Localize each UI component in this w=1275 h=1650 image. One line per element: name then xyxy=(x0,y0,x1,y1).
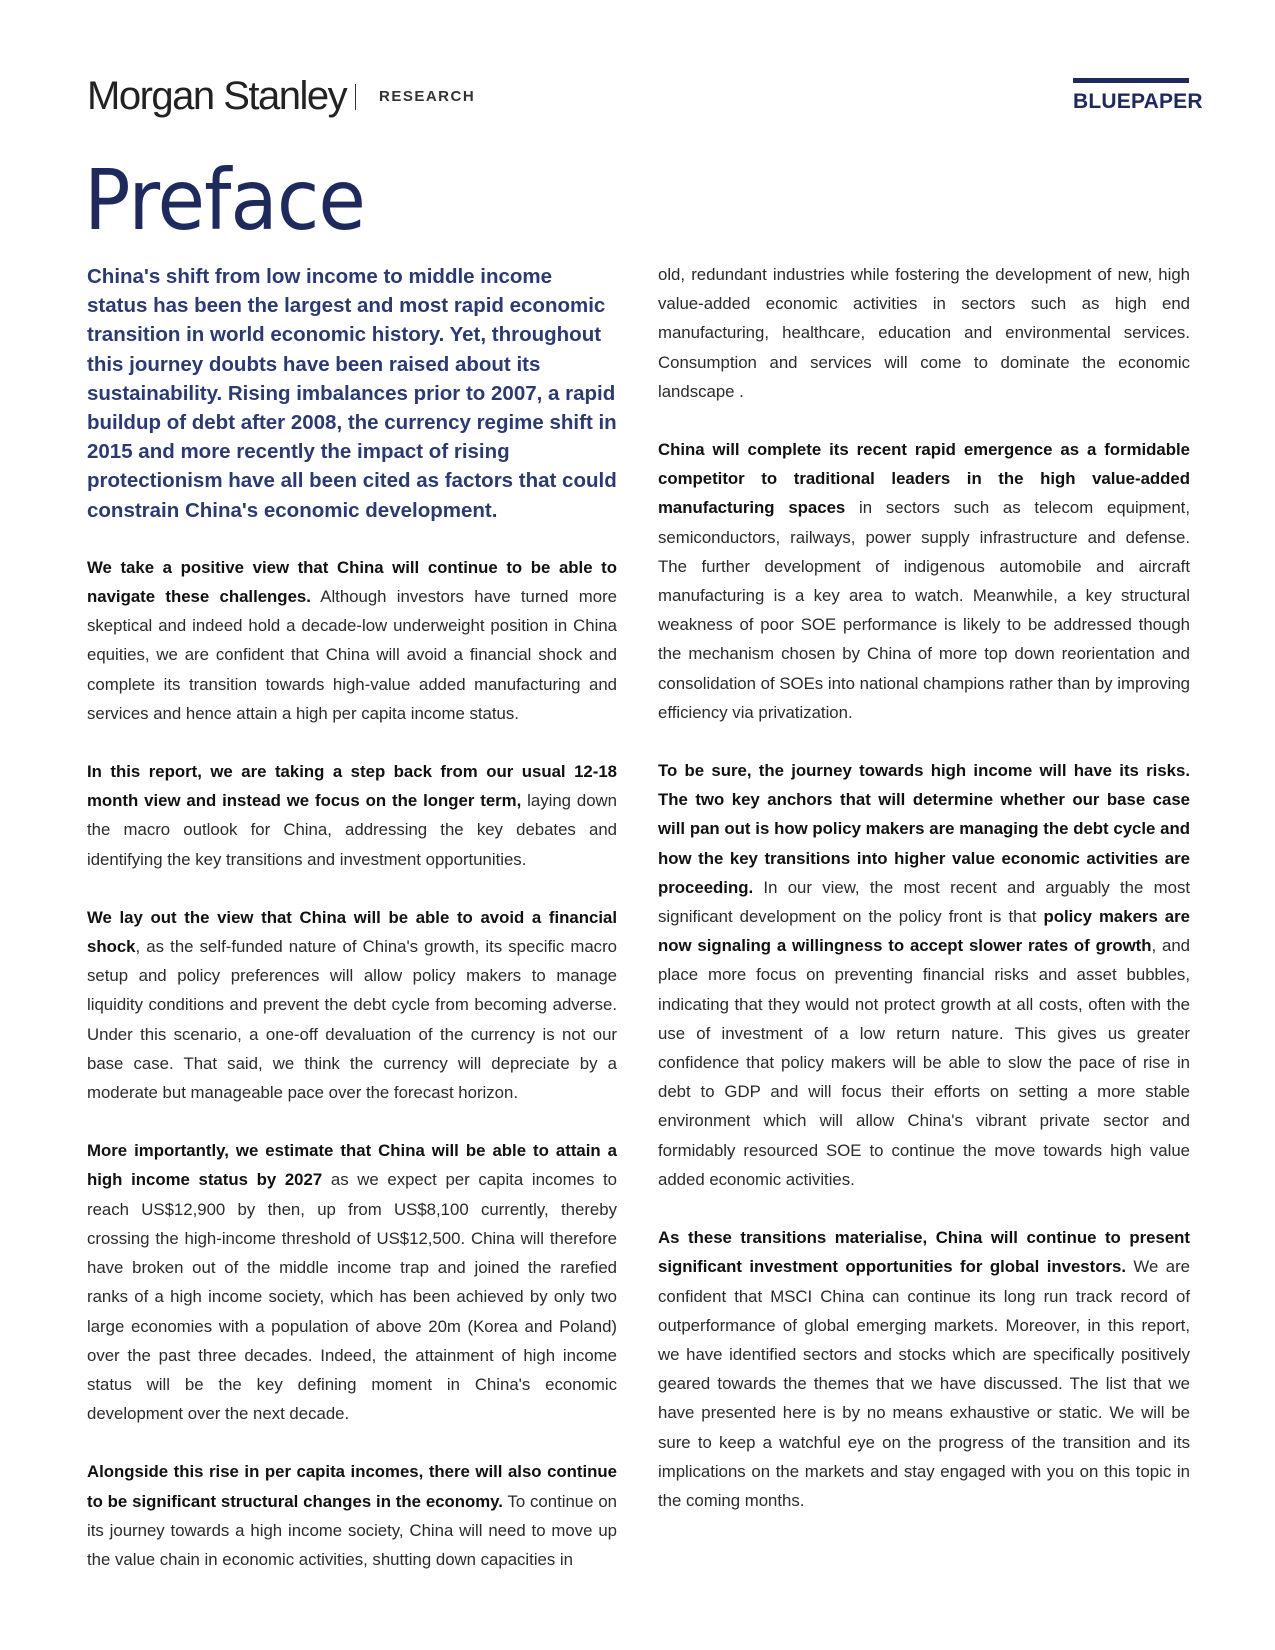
right-column xyxy=(658,262,1190,1544)
paragraph-text: , and place more focus on preventing financial risks and asset bubbles, indicating that they would not protect growth at all costs, often with the use of investment of a low return nature. This gives us greater confidence that policy makers will be able to slow the pace of rise in debt to GDP and will focus their efforts on setting a more stable environment which will allow China's vibrant private sector and formidably resourced SOE to continue the move towards high value added economic activities. xyxy=(658,936,1191,1189)
brand-logo: Morgan Stanley xyxy=(87,74,347,118)
lead-paragraph: China's shift from low income to middle income status has been the largest and most rapid economic transition in world economic history. Yet, throughout this journey doubts have been raised about its sustainability. Rising imbalances prior to 2007, a rapid buildup of debt after 2008, the currency regime shift in 2015 and more recently the impact of rising protectionism have all been cited as factors that could constrain China's economic development. xyxy=(87,265,617,522)
paragraph-lead: As these transitions materialise, China will continue to present significant investment opportunities for global investors. xyxy=(658,1228,1190,1277)
paragraph-text: laying down the macro outlook for China, addressing the key debates and identifying the key transitions and investment opportunities. xyxy=(87,791,617,869)
paragraph-text: Although investors have turned more skeptical and indeed hold a decade-low underweight position in China equities, we are confident that China will avoid a financial shock and complete its transition towards high-value added manufacturing and services and hence attain a high per capita income status. xyxy=(87,587,617,723)
paragraph-lead: We lay out the view that China will be able to avoid a financial shock xyxy=(87,907,617,957)
paragraph-text: as we expect per capita incomes to reach US$12,900 by then, up from US$8,100 currently, thereby crossing the high-income threshold of US$12,500. China will therefore have broken out of the middle income trap and joined the rarefied ranks of a high income society, which has been achieved by only two large economies with a population of above 20m (Korea and Poland) over the past three decades. Indeed, the attainment of high income status will be the key defining moment in China's economic development over the next decade. xyxy=(87,1170,617,1424)
paragraph xyxy=(658,756,1190,1194)
paragraph xyxy=(87,757,617,874)
paragraph xyxy=(87,1457,617,1574)
bluepaper-bar xyxy=(1073,78,1189,83)
paragraph-lead: Alongside this rise in per capita incomes, there will also continue to be significant structural changes in the economy. xyxy=(87,1462,617,1511)
page-title: Preface xyxy=(84,151,366,249)
paragraph-text: in sectors such as telecom equipment, semiconductors, railways, power supply infrastructure and defense. The further development of indigenous automobile and aircraft manufacturing is a key area to watch. Meanwhile, a key structural weakness of poor SOE performance is likely to be addressed though the mechanism chosen by China of more top down reorientation and consolidation of SOEs into national champions rather than by improving efficiency via privatization. xyxy=(658,498,1190,722)
paragraph-text: To continue on its journey towards a high income society, China will need to move up the value chain in economic activities, shutting down capacities in xyxy=(87,1491,617,1569)
paragraph xyxy=(658,435,1190,727)
paragraph xyxy=(658,1223,1190,1515)
bluepaper-label: BLUEPAPER xyxy=(1073,90,1203,113)
paragraph-lead: In this report, we are taking a step back from our usual 12-18 month view and instead we focus on the longer term, xyxy=(87,762,617,811)
paragraph xyxy=(87,903,617,1107)
header-divider xyxy=(355,84,356,110)
paragraph xyxy=(87,1136,617,1428)
paragraph-lead: More importantly, we estimate that China will be able to attain a high income status by 2027 xyxy=(87,1141,617,1190)
paragraph-text: We are confident that MSCI China can continue its long run track record of outperformance of global emerging markets. Moreover, in this report, we have identified sectors and stocks which are specifically positively geared towards the themes that we have discussed. The list that we have presented here is by no means exhaustive or static. We will be sure to keep a watchful eye on the progress of the transition and its implications on the markets and stay engaged with you on this topic in the coming months. xyxy=(658,1257,1190,1510)
paragraph-emphasis: policy makers are now signaling a willingness to accept slower rates of growth xyxy=(658,907,1190,956)
page-header xyxy=(87,74,1203,124)
paragraph-text: In our view, the most recent and arguably the most significant development on the policy front is that xyxy=(658,877,1190,927)
section-label: RESEARCH xyxy=(379,88,476,105)
left-column xyxy=(87,262,617,1603)
paragraph xyxy=(658,260,1190,406)
paragraph xyxy=(87,553,617,728)
paragraph-lead: We take a positive view that China will continue to be able to navigate these challenges. xyxy=(87,557,617,607)
paragraph-text: , as the self-funded nature of China's growth, its specific macro setup and policy preferences will allow policy makers to manage liquidity conditions and prevent the debt cycle from becoming adverse. Under this scenario, a one-off devaluation of the currency is not our base case. That said, we think the currency will depreciate by a moderate but manageable pace over the forecast horizon. xyxy=(87,937,617,1103)
paragraph-lead: To be sure, the journey towards high income will have its risks. The two key anchors that will determine whether our base case will pan out is how policy makers are managing the debt cycle and how the key transitions into higher value economic activities are proceeding. xyxy=(658,761,1190,897)
paragraph-text: old, redundant industries while fostering the development of new, high value-added economic activities in sectors such as high end manufacturing, healthcare, education and environmental services. Consumption and services will come to dominate the economic landscape . xyxy=(658,265,1190,401)
paragraph-lead: China will complete its recent rapid emergence as a formidable competitor to traditional leaders in the high value-added manufacturing spaces xyxy=(658,440,1190,518)
